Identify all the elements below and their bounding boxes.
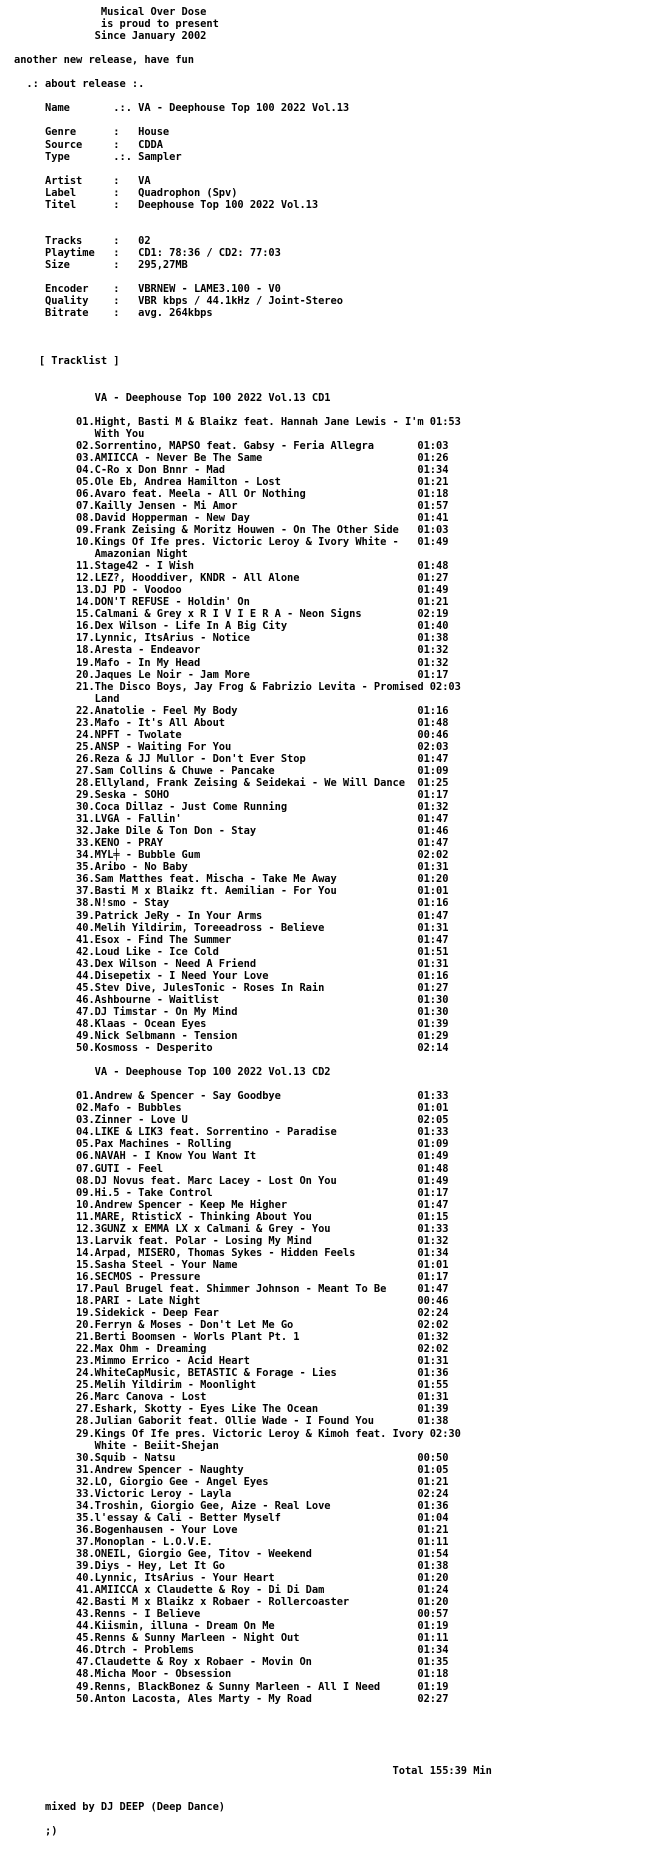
nfo-line: 14.Arpad, MISERO, Thomas Sykes - Hidden Feels 01:34 [14, 1246, 449, 1259]
nfo-line: 34.Troshin, Giorgio Gee, Aize - Real Love 01:36 [14, 1499, 449, 1512]
nfo-line: 48.Klaas - Ocean Eyes 01:39 [14, 1017, 449, 1030]
nfo-line: 24.WhiteCapMusic, BETASTIC & Forage - Lies 01:36 [14, 1367, 449, 1380]
nfo-line: 50.Kosmoss - Desperito 02:14 [14, 1042, 449, 1055]
nfo-line [14, 114, 648, 126]
nfo-line: 15.Sasha Steel - Your Name 01:01 [14, 1258, 449, 1271]
nfo-line: 29.Kings Of Ife pres. Victoric Leroy & Kimoh feat. Ivory 02:30 [14, 1427, 461, 1440]
nfo-line: 10.Andrew Spencer - Keep Me Higher 01:47 [14, 1198, 449, 1211]
nfo-line [14, 211, 648, 223]
nfo-line: Quality : VBR kbps / 44.1kHz / Joint-Stereo [14, 295, 343, 308]
nfo-line: 13.Larvik feat. Polar - Losing My Mind 01:32 [14, 1234, 449, 1247]
nfo-line: 44.Kiismin, illuna - Dream On Me 01:19 [14, 1620, 449, 1633]
nfo-line: ;) [14, 1825, 58, 1838]
nfo-line [14, 223, 648, 235]
nfo-line: 39.Patrick JeRy - In Your Arms 01:47 [14, 909, 449, 922]
nfo-line: 50.Anton Lacosta, Ales Marty - My Road 02:27 [14, 1692, 449, 1705]
nfo-line: 15.Calmani & Grey x R I V I E R A - Neon Signs 02:19 [14, 608, 449, 621]
nfo-line: 01.Andrew & Spencer - Say Goodbye 01:33 [14, 1090, 449, 1103]
nfo-line: 26.Marc Canova - Lost 01:31 [14, 1391, 449, 1404]
nfo-line: 08.David Hopperman - New Day 01:41 [14, 511, 449, 524]
nfo-line: 25.Melih Yildirim - Moonlight 01:55 [14, 1379, 449, 1392]
nfo-line: 20.Ferryn & Moses - Don't Let Me Go 02:02 [14, 1319, 449, 1332]
nfo-line: Titel : Deephouse Top 100 2022 Vol.13 [14, 198, 319, 211]
nfo-line: Artist : VA [14, 174, 151, 187]
nfo-line: 37.Basti M x Blaikz ft. Aemilian - For You 01:01 [14, 885, 449, 898]
nfo-line: .: about release :. [14, 78, 145, 91]
nfo-line: 06.Avaro feat. Meela - All Or Nothing 01:18 [14, 487, 449, 500]
nfo-line: 31.LVGA - Fallin' 01:47 [14, 813, 449, 826]
nfo-line: 43.Renns - I Believe 00:57 [14, 1608, 449, 1621]
nfo-line [14, 1078, 648, 1090]
nfo-line: [ Tracklist ] [14, 355, 120, 368]
nfo-line: 25.ANSP - Waiting For You 02:03 [14, 740, 449, 753]
nfo-line [14, 66, 648, 78]
nfo-line: 49.Nick Selbmann - Tension 01:29 [14, 1029, 449, 1042]
nfo-line: 41.Esox - Find The Summer 01:47 [14, 933, 449, 946]
nfo-line: 45.Renns & Sunny Marleen - Night Out 01:11 [14, 1632, 449, 1645]
nfo-line: Source : CDDA [14, 138, 163, 151]
nfo-line [14, 319, 648, 331]
nfo-line: 01.Hight, Basti M & Blaikz feat. Hannah Jane Lewis - I'm 01:53 [14, 415, 461, 428]
nfo-line: Bitrate : avg. 264kbps [14, 307, 213, 320]
nfo-line: is proud to present [14, 18, 219, 31]
nfo-line: Tracks : 02 [14, 234, 151, 247]
nfo-line: 42.Basti M x Blaikz x Robaer - Rollercoaster 01:20 [14, 1596, 449, 1609]
nfo-line: 40.Melih Yildirim, Toreeadross - Believe 01:31 [14, 921, 449, 934]
nfo-line: 11.MARE, RtisticX - Thinking About You 01:15 [14, 1210, 449, 1223]
nfo-line: 04.C-Ro x Don Bnnr - Mad 01:34 [14, 463, 449, 476]
nfo-line: 36.Bogenhausen - Your Love 01:21 [14, 1523, 449, 1536]
nfo-line: 30.Coca Dillaz - Just Come Running 01:32 [14, 801, 449, 814]
nfo-line: 42.Loud Like - Ice Cold 01:51 [14, 945, 449, 958]
nfo-line [14, 42, 648, 54]
nfo-line: 30.Squib - Natsu 00:50 [14, 1451, 449, 1464]
nfo-line: 08.DJ Novus feat. Marc Lacey - Lost On You 01:49 [14, 1174, 449, 1187]
nfo-line [14, 1717, 648, 1729]
nfo-line [14, 343, 648, 355]
nfo-line: Musical Over Dose [14, 6, 207, 18]
nfo-line: 18.PARI - Late Night 00:46 [14, 1295, 449, 1308]
nfo-line: 43.Dex Wilson - Need A Friend 01:31 [14, 957, 449, 970]
nfo-line: 04.LIKE & LIK3 feat. Sorrentino - Paradise 01:33 [14, 1126, 449, 1139]
nfo-line: 48.Micha Moor - Obsession 01:18 [14, 1668, 449, 1681]
nfo-line [14, 379, 648, 391]
nfo-line: 38.N!smo - Stay 01:16 [14, 897, 449, 910]
nfo-line: 45.Stev Dive, JulesTonic - Roses In Rain 01:27 [14, 981, 449, 994]
nfo-line: 39.Diys - Hey, Let It Go 01:38 [14, 1560, 449, 1573]
nfo-line [14, 1789, 648, 1801]
nfo-line: 23.Mimmo Errico - Acid Heart 01:31 [14, 1355, 449, 1368]
nfo-line [14, 331, 648, 343]
nfo-line: 46.Dtrch - Problems 01:34 [14, 1644, 449, 1657]
nfo-line: 31.Andrew Spencer - Naughty 01:05 [14, 1463, 449, 1476]
nfo-line: Land [14, 692, 120, 705]
nfo-line: 35.l'essay & Cali - Better Myself 01:04 [14, 1511, 449, 1524]
nfo-line: 07.Kailly Jensen - Mi Amor 01:57 [14, 499, 449, 512]
nfo-line: 28.Ellyland, Frank Zeising & Seidekai - We Will Dance 01:25 [14, 777, 449, 789]
nfo-line: White - Beiit-Shejan [14, 1439, 219, 1452]
nfo-line: 33.KENO - PRAY 01:47 [14, 837, 449, 850]
nfo-line: 26.Reza & JJ Mullor - Don't Ever Stop 01:47 [14, 752, 449, 765]
nfo-line: 22.Anatolie - Feel My Body 01:16 [14, 704, 449, 717]
nfo-line: 38.ONEIL, Giorgio Gee, Titov - Weekend 01:54 [14, 1548, 449, 1560]
nfo-line: 05.Pax Machines - Rolling 01:09 [14, 1138, 449, 1151]
nfo-line: 05.Ole Eb, Andrea Hamilton - Lost 01:21 [14, 475, 449, 488]
nfo-line: 20.Jaques Le Noir - Jam More 01:17 [14, 668, 449, 681]
nfo-line [14, 1777, 648, 1789]
nfo-line: VA - Deephouse Top 100 2022 Vol.13 CD1 [14, 391, 331, 404]
nfo-line: 16.Dex Wilson - Life In A Big City 01:40 [14, 620, 449, 633]
nfo-line [14, 1705, 648, 1717]
nfo-line: 21.Berti Boomsen - Worls Plant Pt. 1 01:32 [14, 1331, 449, 1344]
nfo-line: 09.Frank Zeising & Moritz Houwen - On The Other Side 01:03 [14, 524, 449, 537]
nfo-line [14, 1729, 648, 1741]
nfo-line: 17.Lynnic, ItsArius - Notice 01:38 [14, 632, 449, 645]
nfo-line: 03.Zinner - Love U 02:05 [14, 1114, 449, 1127]
nfo-line: 02.Mafo - Bubbles 01:01 [14, 1102, 449, 1115]
nfo-line: 49.Renns, BlackBonez & Sunny Marleen - All I Need 01:19 [14, 1680, 449, 1693]
nfo-line: Type .:. Sampler [14, 150, 182, 163]
nfo-line: 28.Julian Gaborit feat. Ollie Wade - I Found You 01:38 [14, 1415, 449, 1428]
nfo-line: Size : 295,27MB [14, 258, 188, 271]
nfo-line [14, 1054, 648, 1066]
nfo-line: 09.Hi.5 - Take Control 01:17 [14, 1186, 449, 1199]
nfo-line: 37.Monoplan - L.O.V.E. 01:11 [14, 1535, 449, 1548]
nfo-line [14, 404, 648, 416]
nfo-line: 44.Disepetix - I Need Your Love 01:16 [14, 969, 449, 982]
nfo-line: 18.Aresta - Endeavor 01:32 [14, 644, 449, 657]
nfo-line: Playtime : CD1: 78:36 / CD2: 77:03 [14, 246, 281, 259]
nfo-line: 19.Mafo - In My Head 01:32 [14, 656, 449, 669]
nfo-line [14, 1813, 648, 1825]
nfo-line: 17.Paul Brugel feat. Shimmer Johnson - Meant To Be 01:47 [14, 1282, 449, 1295]
nfo-line: 35.Aribo - No Baby 01:31 [14, 861, 449, 874]
nfo-line: 19.Sidekick - Deep Fear 02:24 [14, 1307, 449, 1320]
nfo-line [14, 1741, 648, 1753]
nfo-line: 32.Jake Dile & Ton Don - Stay 01:46 [14, 825, 449, 838]
nfo-line: 21.The Disco Boys, Jay Frog & Fabrizio Levita - Promised 02:03 [14, 680, 461, 693]
nfo-line: 13.DJ PD - Voodoo 01:49 [14, 584, 449, 597]
nfo-line [14, 1753, 648, 1765]
nfo-line: 36.Sam Matthes feat. Mischa - Take Me Away 01:20 [14, 873, 449, 886]
nfo-line: 46.Ashbourne - Waitlist 01:30 [14, 993, 449, 1006]
nfo-line: Name .:. VA - Deephouse Top 100 2022 Vol.13 [14, 102, 350, 115]
nfo-line: 03.AMIICCA - Never Be The Same 01:26 [14, 451, 449, 464]
nfo-line: Since January 2002 [14, 30, 207, 43]
nfo-line: 16.SECMOS - Pressure 01:17 [14, 1270, 449, 1283]
nfo-line: Encoder : VBRNEW - LAME3.100 - V0 [14, 283, 281, 296]
nfo-line: 23.Mafo - It's All About 01:48 [14, 716, 449, 729]
nfo-line: 40.Lynnic, ItsArius - Your Heart 01:20 [14, 1572, 449, 1585]
nfo-line: 32.LO, Giorgio Gee - Angel Eyes 01:21 [14, 1475, 449, 1488]
nfo-line [14, 271, 648, 283]
nfo-line: With You [14, 427, 145, 440]
nfo-line: Genre : House [14, 126, 170, 139]
nfo-line: 24.NPFT - Twolate 00:46 [14, 728, 449, 741]
nfo-line: 34.MYL╪ - Bubble Gum 02:02 [14, 849, 449, 862]
nfo-line: 11.Stage42 - I Wish 01:48 [14, 560, 449, 573]
nfo-line: 02.Sorrentino, MAPSO feat. Gabsy - Feria Allegra 01:03 [14, 439, 449, 452]
nfo-line: mixed by DJ DEEP (Deep Dance) [14, 1800, 225, 1813]
nfo-line: 06.NAVAH - I Know You Want It 01:49 [14, 1150, 449, 1163]
nfo-line [14, 367, 648, 379]
nfo-line: 14.DON'T REFUSE - Holdin' On 01:21 [14, 596, 449, 609]
nfo-line [14, 90, 648, 102]
nfo-line: 27.Eshark, Skotty - Eyes Like The Ocean 01:39 [14, 1403, 449, 1416]
nfo-line: VA - Deephouse Top 100 2022 Vol.13 CD2 [14, 1066, 331, 1079]
nfo-line: 29.Seska - SOHO 01:17 [14, 789, 449, 802]
nfo-line: 10.Kings Of Ife pres. Victoric Leroy & Ivory White - 01:49 [14, 536, 449, 549]
nfo-line: Amazonian Night [14, 548, 188, 561]
nfo-line: Label : Quadrophon (Spv) [14, 186, 238, 199]
nfo-line: 47.Claudette & Roy x Robaer - Movin On 01:35 [14, 1656, 449, 1669]
nfo-line [14, 163, 648, 175]
nfo-line: 12.LEZ?, Hooddiver, KNDR - All Alone 01:27 [14, 572, 449, 585]
nfo-line: Total 155:39 Min [14, 1764, 492, 1777]
nfo-line: 07.GUTI - Feel 01:48 [14, 1162, 449, 1175]
nfo-line: 27.Sam Collins & Chuwe - Pancake 01:09 [14, 764, 449, 777]
nfo-line: 47.DJ Timstar - On My Mind 01:30 [14, 1005, 449, 1018]
nfo-line: 12.3GUNZ x EMMA LX x Calmani & Grey - You 01:33 [14, 1222, 449, 1235]
nfo-line: 41.AMIICCA x Claudette & Roy - Di Di Dam 01:24 [14, 1584, 449, 1597]
nfo-line: another new release, have fun [14, 54, 194, 67]
nfo-line: 33.Victoric Leroy - Layla 02:24 [14, 1487, 449, 1500]
nfo-line: 22.Max Ohm - Dreaming 02:02 [14, 1343, 449, 1356]
